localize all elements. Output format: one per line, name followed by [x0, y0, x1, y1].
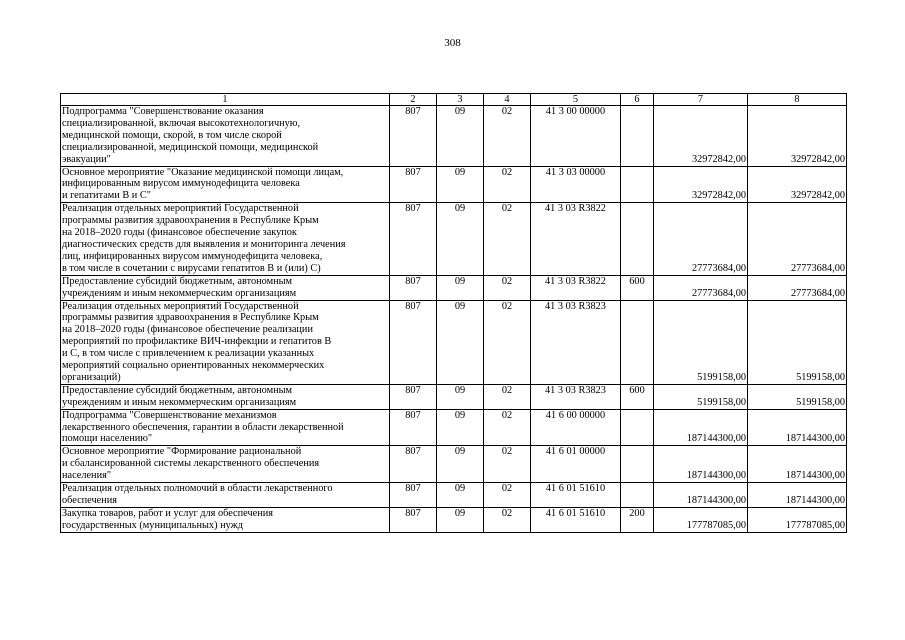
budget-table — [60, 93, 847, 533]
expense-type-cell — [621, 409, 654, 446]
row-name-line: и С, в том числе с привлечением к реализации указанных — [62, 348, 315, 360]
row-name-line: в том числе в сочетании с вирусами гепатитов В и (или) С) — [62, 262, 321, 274]
section-cell: 09 — [437, 166, 484, 203]
row-name-cell — [61, 166, 390, 203]
row-name-line: Закупка товаров, работ и услуг для обеспечения — [62, 507, 273, 519]
target-article-cell: 41 3 03 R3822 — [531, 203, 621, 275]
target-article-cell: 41 3 00 00000 — [531, 106, 621, 167]
row-name-line: Подпрограмма "Совершенствование оказания — [62, 106, 264, 117]
amount-cell: 32972842,00 — [654, 166, 748, 203]
column-header: 8 — [748, 94, 847, 106]
target-article-cell: 41 6 01 51610 — [531, 507, 621, 532]
expense-type-cell: 600 — [621, 275, 654, 300]
row-name-line: обеспечения — [62, 495, 117, 506]
row-name-line: лекарственного обеспечения, гарантии в области лекарственной — [62, 421, 344, 433]
code-cell: 807 — [390, 275, 437, 300]
expense-type-cell — [621, 446, 654, 483]
target-article-cell: 41 3 03 R3822 — [531, 275, 621, 300]
expense-type-cell: 200 — [621, 507, 654, 532]
subsection-cell: 02 — [484, 275, 531, 300]
subsection-cell: 02 — [484, 483, 531, 508]
expense-type-cell — [621, 106, 654, 167]
amount-cell: 187144300,00 — [748, 483, 847, 508]
table-row — [61, 275, 847, 300]
amount-cell: 5199158,00 — [654, 384, 748, 409]
subsection-cell: 02 — [484, 446, 531, 483]
target-article-cell: 41 6 01 51610 — [531, 483, 621, 508]
subsection-cell: 02 — [484, 507, 531, 532]
table-header-row — [61, 94, 847, 106]
row-name-line: учреждениям и иным некоммерческим организациям — [62, 287, 297, 299]
table-row — [61, 203, 847, 275]
amount-cell: 187144300,00 — [654, 446, 748, 483]
row-name-line: эвакуации" — [62, 153, 111, 165]
expense-type-cell — [621, 300, 654, 384]
row-name-line: Реализация отдельных полномочий в области лекарственного — [62, 483, 333, 495]
subsection-cell: 02 — [484, 300, 531, 384]
row-name-line: инфицированным вирусом иммунодефицита человека — [62, 178, 300, 190]
row-name-line: Предоставление субсидий бюджетным, автономным — [62, 275, 293, 287]
row-name-cell — [61, 507, 390, 532]
row-name-line: Подпрограмма "Совершенствование механизмов — [62, 409, 277, 421]
row-name-line: программы развития здравоохранения в Республике Крым — [62, 215, 319, 227]
row-name-line: специализированной, включая высокотехнологичную, — [62, 117, 301, 129]
amount-cell: 177787085,00 — [654, 507, 748, 532]
code-cell: 807 — [390, 166, 437, 203]
subsection-cell: 02 — [484, 203, 531, 275]
subsection-cell: 02 — [484, 106, 531, 167]
amount-cell: 177787085,00 — [748, 507, 847, 532]
expense-type-cell — [621, 483, 654, 508]
row-name-line: учреждениям и иным некоммерческим организациям — [62, 396, 297, 408]
table-row — [61, 409, 847, 446]
row-name-line: Реализация отдельных мероприятий Государственной — [62, 300, 299, 312]
row-name-cell — [61, 483, 390, 508]
column-header: 4 — [484, 94, 531, 106]
row-name-cell — [61, 446, 390, 483]
row-name-cell — [61, 106, 390, 167]
table-row — [61, 483, 847, 508]
row-name-line: и сбалансированной системы лекарственного обеспечения — [62, 458, 320, 470]
expense-type-cell: 600 — [621, 384, 654, 409]
row-name-line: Основное мероприятие "Формирование рациональной — [62, 446, 302, 458]
row-name-cell — [61, 203, 390, 275]
row-name-line: на 2018–2020 годы (финансовое обеспечение реализации — [62, 324, 313, 336]
target-article-cell: 41 6 00 00000 — [531, 409, 621, 446]
code-cell: 807 — [390, 507, 437, 532]
section-cell: 09 — [437, 300, 484, 384]
amount-cell: 187144300,00 — [748, 446, 847, 483]
row-name-line: на 2018–2020 годы (финансовое обеспечение закупок — [62, 227, 297, 239]
section-cell: 09 — [437, 275, 484, 300]
column-header: 1 — [61, 94, 390, 106]
column-header: 7 — [654, 94, 748, 106]
column-header: 2 — [390, 94, 437, 106]
column-header: 5 — [531, 94, 621, 106]
code-cell: 807 — [390, 483, 437, 508]
amount-cell: 32972842,00 — [748, 166, 847, 203]
row-name-line: помощи населению" — [62, 433, 153, 445]
column-header: 6 — [621, 94, 654, 106]
row-name-line: Основное мероприятие "Оказание медицинской помощи лицам, — [62, 166, 344, 178]
row-name-line: программы развития здравоохранения в Республике Крым — [62, 312, 319, 324]
amount-cell: 187144300,00 — [748, 409, 847, 446]
table-row — [61, 446, 847, 483]
amount-cell: 27773684,00 — [748, 275, 847, 300]
code-cell: 807 — [390, 409, 437, 446]
code-cell: 807 — [390, 203, 437, 275]
target-article-cell: 41 3 03 00000 — [531, 166, 621, 203]
amount-cell: 32972842,00 — [654, 106, 748, 167]
subsection-cell: 02 — [484, 166, 531, 203]
table-row — [61, 384, 847, 409]
target-article-cell: 41 3 03 R3823 — [531, 300, 621, 384]
row-name-line: населения" — [62, 470, 112, 482]
amount-cell: 5199158,00 — [654, 300, 748, 384]
section-cell: 09 — [437, 483, 484, 508]
page-number: 308 — [444, 37, 461, 49]
row-name-cell — [61, 275, 390, 300]
row-name-line: Реализация отдельных мероприятий Государственной — [62, 203, 299, 215]
section-cell: 09 — [437, 446, 484, 483]
row-name-cell — [61, 300, 390, 384]
row-name-line: медицинской помощи, скорой, в том числе скорой — [62, 129, 282, 141]
section-cell: 09 — [437, 507, 484, 532]
table-row — [61, 300, 847, 384]
row-name-line: и гепатитами В и С" — [62, 190, 151, 202]
target-article-cell: 41 3 03 R3823 — [531, 384, 621, 409]
subsection-cell: 02 — [484, 384, 531, 409]
code-cell: 807 — [390, 106, 437, 167]
row-name-cell — [61, 409, 390, 446]
amount-cell: 5199158,00 — [748, 300, 847, 384]
table-row — [61, 106, 847, 167]
amount-cell: 32972842,00 — [748, 106, 847, 167]
amount-cell: 187144300,00 — [654, 483, 748, 508]
row-name-line: лиц, инфицированных вирусом иммунодефицита человека, — [62, 250, 323, 262]
code-cell: 807 — [390, 384, 437, 409]
section-cell: 09 — [437, 106, 484, 167]
row-name-line: Предоставление субсидий бюджетным, автономным — [62, 384, 293, 396]
row-name-line: диагностических средств для выявления и мониторинга лечения — [62, 238, 346, 250]
subsection-cell: 02 — [484, 409, 531, 446]
table-row — [61, 507, 847, 532]
code-cell: 807 — [390, 300, 437, 384]
row-name-cell — [61, 384, 390, 409]
amount-cell: 27773684,00 — [654, 203, 748, 275]
code-cell: 807 — [390, 446, 437, 483]
table-row — [61, 166, 847, 203]
expense-type-cell — [621, 203, 654, 275]
amount-cell: 5199158,00 — [748, 384, 847, 409]
row-name-line: специализированной, медицинской помощи, медицинской — [62, 141, 319, 153]
expense-type-cell — [621, 166, 654, 203]
row-name-line: мероприятий по профилактике ВИЧ-инфекции и гепатитов В — [62, 336, 332, 348]
target-article-cell: 41 6 01 00000 — [531, 446, 621, 483]
section-cell: 09 — [437, 409, 484, 446]
row-name-line: мероприятий социально ориентированных некоммерческих — [62, 360, 325, 372]
amount-cell: 27773684,00 — [748, 203, 847, 275]
row-name-line: государственных (муниципальных) нужд — [62, 519, 243, 531]
row-name-line: организаций) — [62, 371, 121, 383]
column-header: 3 — [437, 94, 484, 106]
section-cell: 09 — [437, 384, 484, 409]
section-cell: 09 — [437, 203, 484, 275]
amount-cell: 187144300,00 — [654, 409, 748, 446]
amount-cell: 27773684,00 — [654, 275, 748, 300]
